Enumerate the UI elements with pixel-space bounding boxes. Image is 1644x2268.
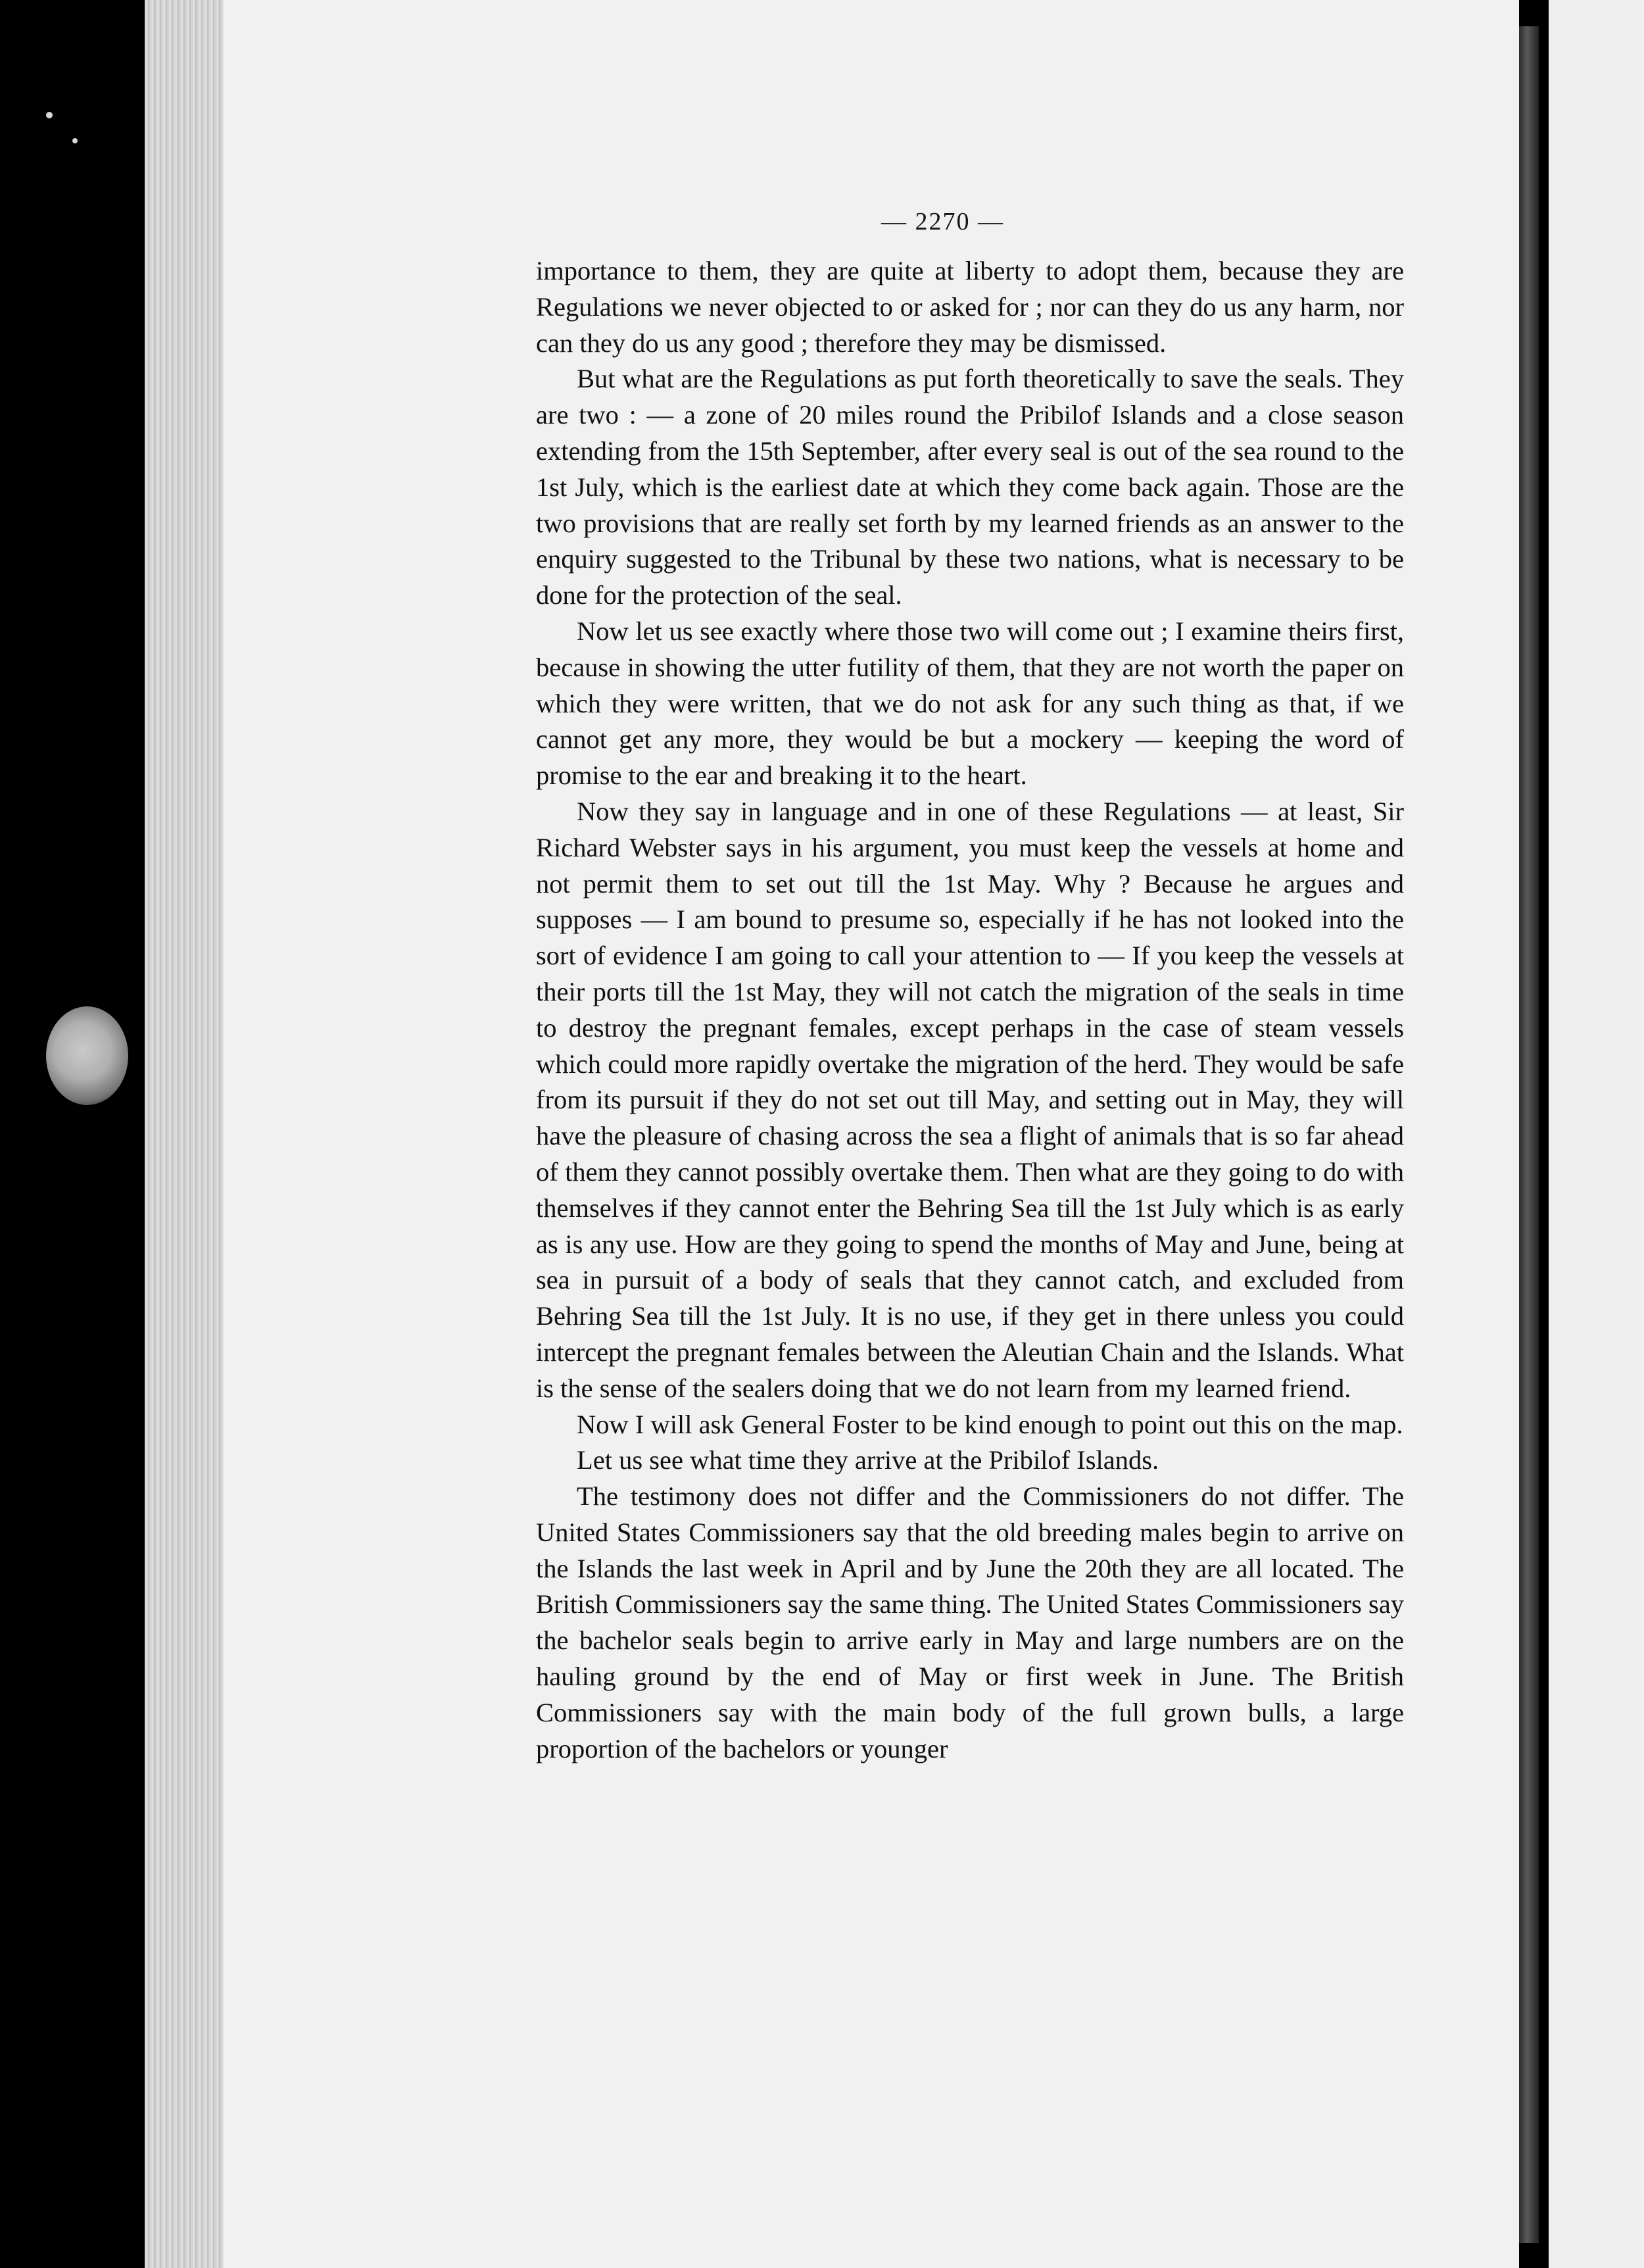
paragraph: Now let us see exactly where those two will come out ; I examine theirs first, because in showing the utter futility of them, that they are not worth the paper on which they were written, that we do not ask for any such thing as that, if we cannot get any more, they would be but a mockery — keeping the word of promise to the ear and breaking it to the heart. — [536, 616, 1404, 791]
paragraph: importance to them, they are quite at liberty to adopt them, because they are Regulations we never objected to or asked for ; nor can they do us any harm, nor can they do us any good ; therefore they may be dismissed. — [536, 256, 1404, 358]
paragraph: But what are the Regulations as put forth theoretically to save the seals. They are two : — a zone of 20 miles round the Pribilof Islands and a close season extending from the 15th September, after every seal is out of the sea round to the 1st July, which is the earliest date at which they come back again. Those are the two provisions that are really set forth by my learned friends as an answer to the enquiry suggested to the Tribunal by these two nations, what is necessary to be done for the protection of the seal. — [536, 364, 1404, 610]
paragraph: Now they say in language and in one of these Regulations — at least, Sir Richard Webster says in his argument, you must keep the vessels at home and not permit them to set out till the 1st May. Why ? Because he argues and supposes — I am bound to presume so, especially if he has not looked into the sort of evidence I am going to call your attention to — If you keep the vessels at their ports till the 1st May, they will not catch the migration of the seals in time to destroy the pregnant females, except perhaps in the case of steam vessels which could more rapidly overtake the migration of the herd. They would be safe from its pursuit if they do not set out till May, and setting out in May, they will have the pleasure of chasing across the sea a flight of animals that is so far ahead of them they cannot possibly overtake them. Then what are they going to do with themselves if they cannot enter the Behring Sea till the 1st July which is as early as is any use. How are they going to spend the months of May and June, being at sea in pursuit of a body of seals that they cannot catch, and excluded from Behring Sea till the 1st July. It is no use, if they get in there unless you could intercept the pregnant females between the Aleutian Chain and the Islands. What is the sense of the sealers doing that we do not learn from my learned friend. — [536, 796, 1404, 1403]
facing-page-edge — [1549, 0, 1644, 2268]
dust-speck — [72, 138, 78, 143]
paragraph: Let us see what time they arrive at the Pribilof Islands. — [577, 1445, 1159, 1475]
page-gutter-shadow — [1519, 26, 1539, 2243]
page-number: — 2270 — — [881, 208, 1004, 235]
binding-hole — [46, 1006, 128, 1105]
body-text — [536, 253, 1404, 1767]
paragraph: Now I will ask General Foster to be kind enough to point out this on the map. — [577, 1409, 1403, 1439]
page-edge-stack — [145, 0, 224, 2268]
dust-speck — [46, 112, 53, 118]
paragraph: The testimony does not differ and the Commissioners do not differ. The United States Commissioners say that the old breeding males begin to arrive on the Islands the last week in April and by June the 20th they are all located. The British Commissioners say the same thing. The United States Commissioners say the bachelor seals begin to arrive early in May and large numbers are on the hauling ground by the end of May or first week in June. The British Commissioners say with the main body of the full grown bulls, a large proportion of the bachelors or younger — [536, 1481, 1404, 1763]
